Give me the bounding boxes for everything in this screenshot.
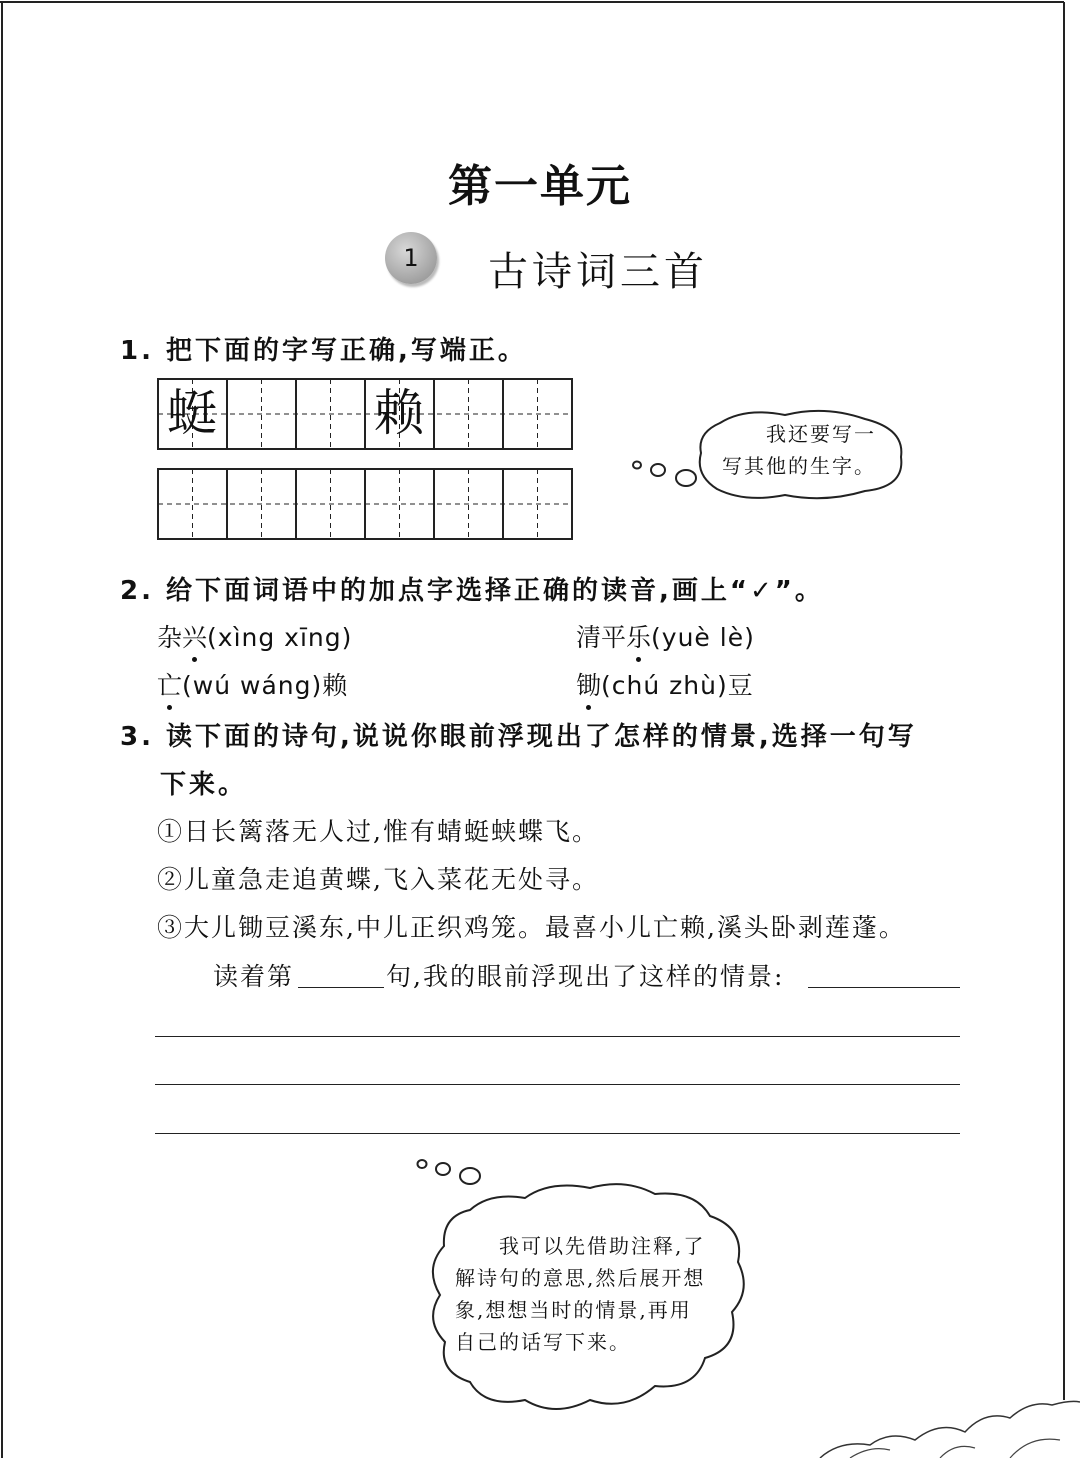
pinyin-options: (yuè lè) bbox=[651, 623, 755, 652]
sentence-number-blank[interactable] bbox=[298, 987, 384, 988]
bubble-2-text: 我可以先借助注释,了 解诗句的意思,然后展开想 象,想想当时的情景,再用 自己的话写下来。 bbox=[455, 1234, 706, 1354]
model-char-lai: 赖 bbox=[374, 384, 424, 442]
lesson-number-badge: 1 bbox=[385, 232, 437, 284]
pinyin-item-4[interactable]: 锄(chú zhù)豆 bbox=[576, 666, 753, 702]
pinyin-options: (xìng xīng) bbox=[207, 623, 353, 652]
fill-in-suffix: 句,我的眼前浮现出了这样的情景: bbox=[386, 962, 785, 991]
dotted-char: 乐 bbox=[626, 618, 651, 654]
poem-line-2: ②儿童急走追黄蝶,飞入菜花无处寻。 bbox=[157, 865, 599, 894]
pinyin-item-1[interactable]: 杂兴(xìng xīng) bbox=[157, 618, 352, 654]
pinyin-options: (wú wáng) bbox=[182, 671, 323, 700]
answer-line-2[interactable] bbox=[155, 1084, 960, 1085]
question-2-prompt: 2. 给下面词语中的加点字选择正确的读音,画上“✓”。 bbox=[120, 576, 824, 606]
answer-line-3[interactable] bbox=[155, 1133, 960, 1134]
question-3-prompt-line2: 下来。 bbox=[160, 770, 248, 800]
poem-line-1: ①日长篱落无人过,惟有蜻蜓蛱蝶飞。 bbox=[157, 817, 599, 846]
pinyin-item-2[interactable]: 清平乐(yuè lè) bbox=[576, 618, 755, 654]
dotted-char: 锄 bbox=[576, 666, 601, 702]
unit-title: 第一单元 bbox=[448, 161, 632, 212]
answer-line-0[interactable] bbox=[808, 987, 960, 988]
answer-line-1[interactable] bbox=[155, 1036, 960, 1037]
bubble-1-text: 我还要写一 写其他的生字。 bbox=[722, 422, 876, 478]
pinyin-item-3[interactable]: 亡(wú wáng)赖 bbox=[157, 666, 347, 702]
question-1-prompt: 1. 把下面的字写正确,写端正。 bbox=[120, 336, 527, 366]
fill-in-prefix: 读着第 bbox=[213, 962, 295, 991]
lesson-title: 古诗词三首 bbox=[488, 249, 708, 295]
question-3-prompt-line1: 3. 读下面的诗句,说说你眼前浮现出了怎样的情景,选择一句写 bbox=[120, 722, 917, 752]
poem-line-3: ③大儿锄豆溪东,中儿正织鸡笼。最喜小儿亡赖,溪头卧剥莲蓬。 bbox=[157, 913, 906, 942]
model-char-ting: 蜓 bbox=[167, 384, 217, 442]
dotted-char: 兴 bbox=[182, 618, 207, 654]
dotted-char: 亡 bbox=[157, 666, 182, 702]
pinyin-options: (chú zhù) bbox=[601, 671, 728, 700]
